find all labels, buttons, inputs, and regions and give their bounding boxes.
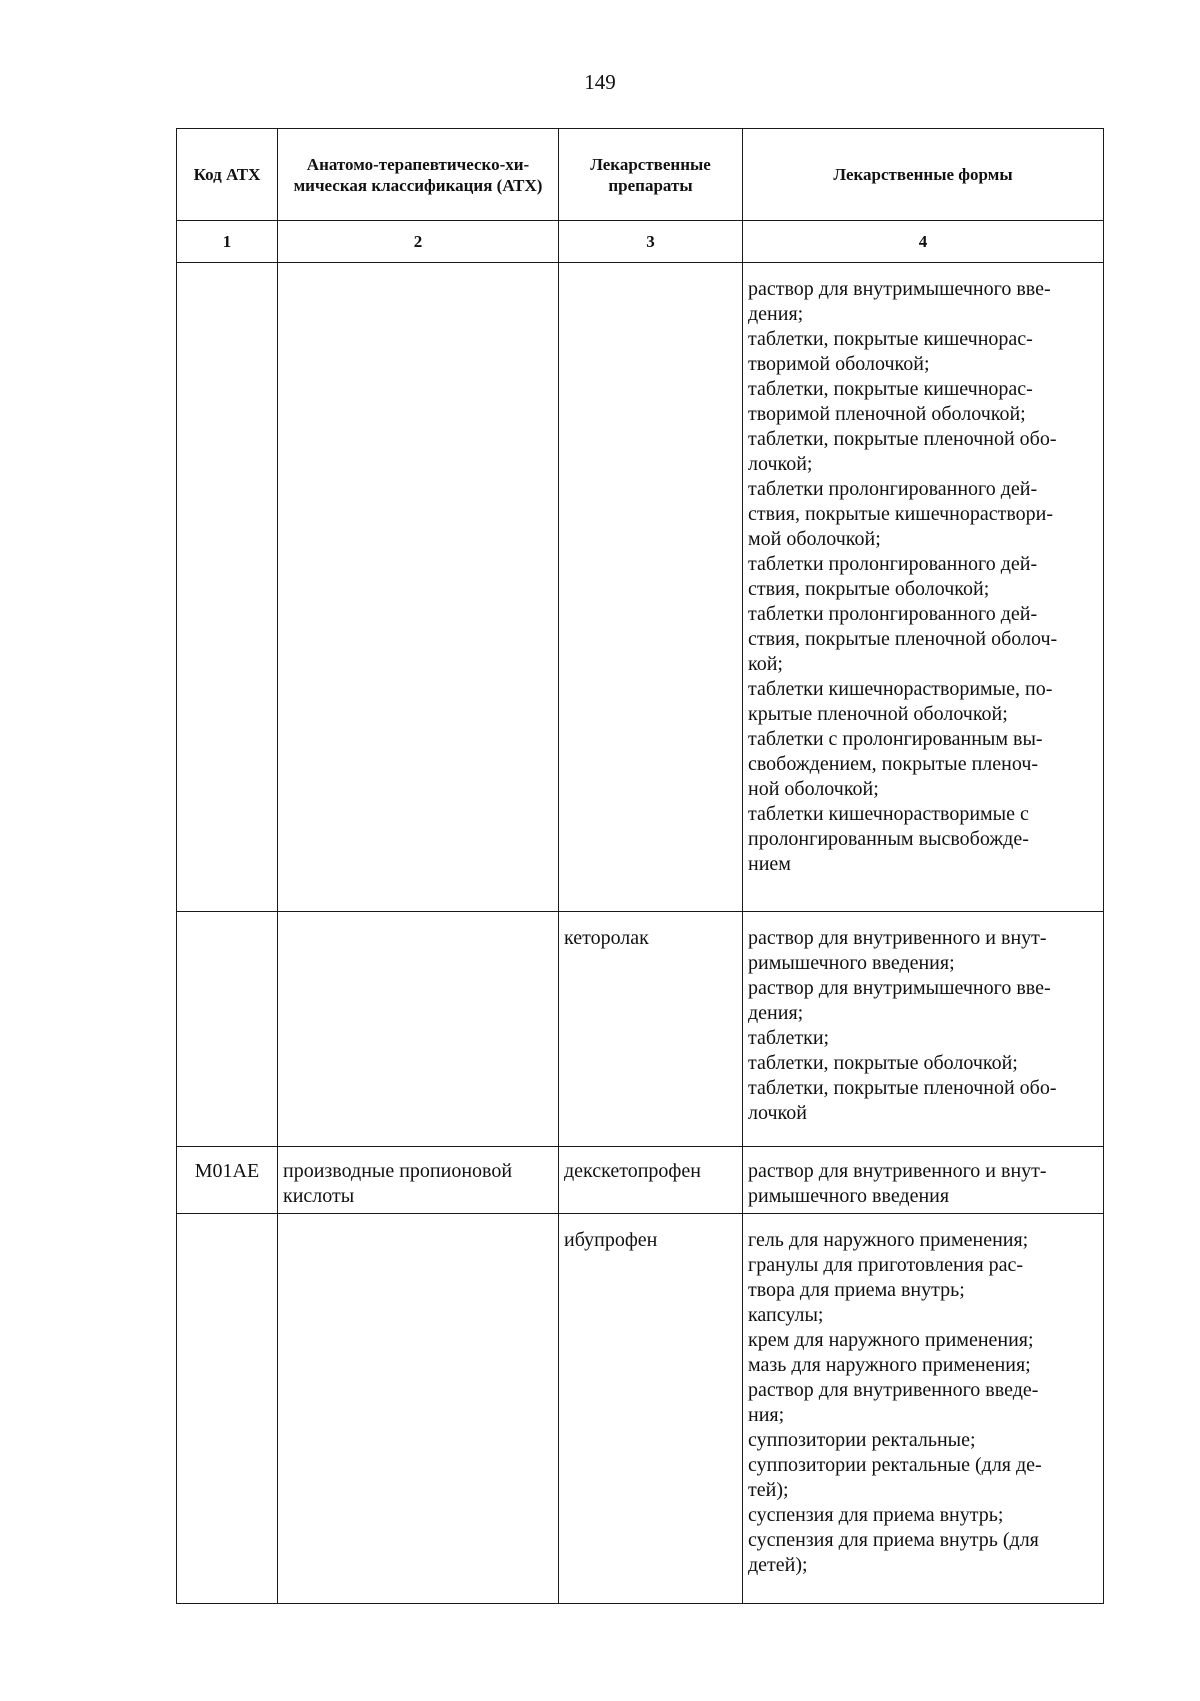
atx-table [176,128,1104,1604]
dosage-forms-cell [743,1214,1104,1604]
dosage-form-line: ствия, покрытые оболочкой; [748,578,990,600]
header-atx-classification: Анатомо-терапевтическо-хи-мическая классификация (АТХ) [278,129,559,221]
dosage-form-line: пролонгированным высвобожде- [748,828,1029,850]
dosage-form-line: раствор для внутривенного введе- [748,1379,1039,1401]
drug-cell: ибупрофен [559,1214,743,1604]
dosage-form-line: тей); [748,1479,789,1501]
header-row [177,129,1104,221]
dosage-form-line: свобождением, покрытые пленоч- [748,753,1039,775]
dosage-form-line: таблетки кишечнорастворимые, по- [748,678,1053,700]
dosage-form-line: творимой пленочной оболочкой; [748,403,1026,425]
table-row [177,1147,1104,1214]
dosage-form-line: ствия, покрытые пленочной оболоч- [748,628,1058,650]
dosage-form-line: кой; [748,653,783,675]
dosage-form-line: лочкой [748,1102,807,1124]
dosage-form-line: суппозитории ректальные; [748,1429,976,1451]
dosage-form-line: капсулы; [748,1304,824,1326]
dosage-form-line: таблетки с пролонгированным вы- [748,728,1043,750]
dosage-form-line: нием [748,853,791,875]
drug-cell [559,263,743,912]
column-number: 2 [278,221,559,263]
atx-code-cell [177,912,278,1147]
dosage-form-line: ствия, покрытые кишечнораствори- [748,503,1053,525]
dosage-form-line: раствор для внутривенного и внут- [748,927,1047,949]
dosage-form-line: таблетки кишечнорастворимые с [748,803,1029,825]
dosage-form-line: таблетки, покрытые оболочкой; [748,1052,1018,1074]
dosage-form-line: крем для наружного применения; [748,1329,1034,1351]
dosage-form-line: суспензия для приема внутрь; [748,1504,1004,1526]
dosage-form-line: ния; [748,1404,785,1426]
dosage-form-line: гранулы для приготовления рас- [748,1254,1024,1276]
classification-cell [278,912,559,1147]
dosage-form-line: суппозитории ректальные (для де- [748,1454,1042,1476]
dosage-forms-cell [743,1147,1104,1214]
dosage-forms-cell [743,912,1104,1147]
classification-cell: производные пропионовой кислоты [278,1147,559,1214]
dosage-form-line: крытые пленочной оболочкой; [748,703,1008,725]
classification-cell [278,1214,559,1604]
dosage-form-line: римышечного введения [748,1185,950,1207]
dosage-form-line: римышечного введения; [748,952,955,974]
dosage-form-line: таблетки, покрытые кишечнорас- [748,378,1033,400]
header-dosage-forms: Лекарственные формы [743,129,1104,221]
atx-code-cell: M01AE [177,1147,278,1214]
dosage-form-line: таблетки пролонгированного дей- [748,553,1038,575]
drug-cell: кеторолак [559,912,743,1147]
dosage-form-line: раствор для внутримышечного вве- [748,278,1051,300]
table-row [177,263,1104,912]
table-row [177,1214,1104,1604]
dosage-form-line: дения; [748,1002,804,1024]
column-number: 1 [177,221,278,263]
header-drugs: Лекарственные препараты [559,129,743,221]
dosage-form-line: лочкой; [748,453,813,475]
dosage-form-line: мой оболочкой; [748,528,881,550]
dosage-form-line: таблетки; [748,1027,830,1049]
dosage-form-line: суспензия для приема внутрь (для [748,1529,1039,1551]
dosage-form-line: гель для наружного применения; [748,1229,1029,1251]
atx-code-cell [177,263,278,912]
dosage-form-line: таблетки пролонгированного дей- [748,478,1038,500]
column-number: 3 [559,221,743,263]
dosage-form-line: дения; [748,303,804,325]
dosage-form-line: ной оболочкой; [748,778,879,800]
classification-cell [278,263,559,912]
dosage-form-line: творимой оболочкой; [748,353,930,375]
dosage-form-line: твора для приема внутрь; [748,1279,965,1301]
column-number: 4 [743,221,1104,263]
dosage-form-line: раствор для внутривенного и внут- [748,1160,1047,1182]
dosage-forms-cell [743,263,1104,912]
dosage-form-line: детей); [748,1554,808,1576]
dosage-form-line: таблетки, покрытые пленочной обо- [748,428,1057,450]
dosage-form-line: раствор для внутримышечного вве- [748,977,1051,999]
dosage-form-line: мазь для наружного применения; [748,1354,1031,1376]
header-atx-code: Код АТХ [177,129,278,221]
dosage-form-line: таблетки, покрытые пленочной обо- [748,1077,1057,1099]
atx-code-cell [177,1214,278,1604]
column-number-row [177,221,1104,263]
dosage-form-line: таблетки пролонгированного дей- [748,603,1038,625]
dosage-form-line: таблетки, покрытые кишечнорас- [748,328,1033,350]
drug-cell: декскетопрофен [559,1147,743,1214]
table-row [177,912,1104,1147]
page-number: 149 [584,70,616,94]
